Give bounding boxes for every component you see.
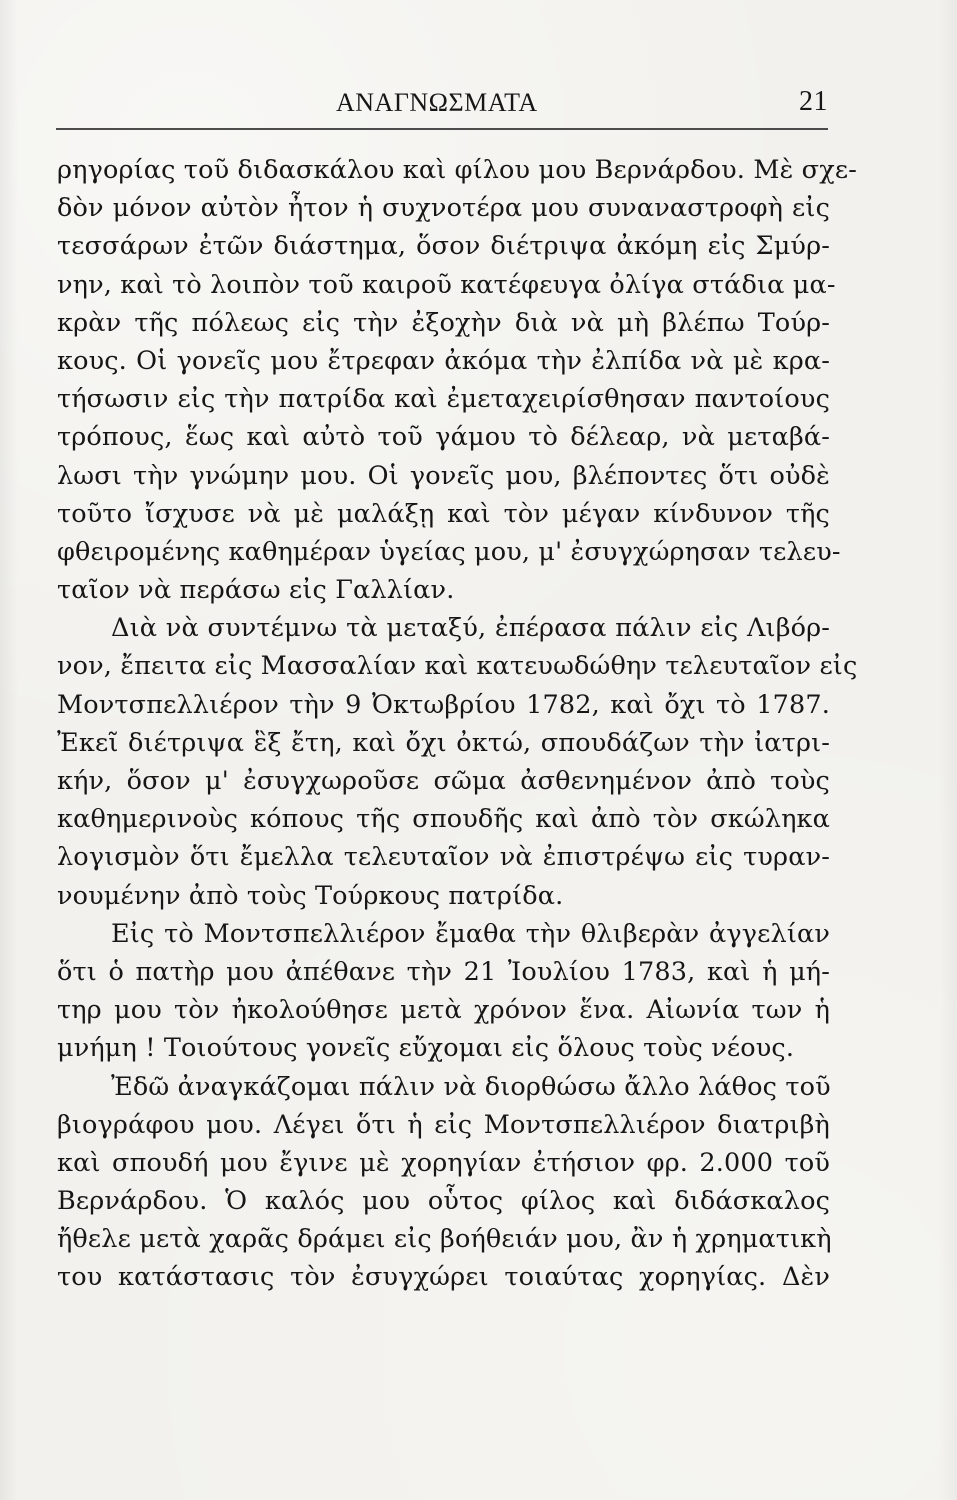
paper-edge-left [0, 0, 18, 1500]
text-line: καθημερινοὺς κόπους τῆς σπουδῆς καὶ ἀπὸ τὸν σκώληκα [57, 804, 830, 835]
text-line: κους. Οἱ γονεῖς μου ἔτρεφαν ἀκόμα τὴν ἐλπίδα νὰ μὲ κρα- [57, 345, 830, 376]
text-line: τήσωσιν εἰς τὴν πατρίδα καὶ ἐμεταχειρίσθησαν παντοίους [57, 384, 830, 415]
text-line: ταῖον νὰ περάσω εἰς Γαλλίαν. [57, 575, 455, 606]
text-line: βιογράφου μου. Λέγει ὅτι ἡ εἰς Μοντσπελλιέρον διατριβὴ [57, 1109, 830, 1140]
text-line: Ἐδῶ ἀναγκάζομαι πάλιν νὰ διορθώσω ἄλλο λάθος τοῦ [111, 1071, 831, 1102]
header-rule [56, 128, 828, 130]
text-line: ρηγορίας τοῦ διδασκάλου καὶ φίλου μου Βερνάρδου. Μὲ σχε- [57, 155, 857, 185]
text-line: λωσι τὴν γνώμην μου. Οἱ γονεῖς μου, βλέποντες ὅτι οὐδὲ [57, 460, 830, 491]
text-line: του κατάστασις τὸν ἐσυγχώρει τοιαύτας χορηγίας. Δὲν [57, 1262, 830, 1293]
text-line: δὸν μόνον αὐτὸν ἦτον ἡ συχνοτέρα μου συναναστροφὴ εἰς [57, 193, 830, 224]
text-line: νον, ἔπειτα εἰς Μασσαλίαν καὶ κατευωδώθην τελευταῖον εἰς [57, 651, 858, 682]
paper-edge-right [939, 0, 957, 1500]
body-text [57, 151, 858, 1297]
text-line: κρὰν τῆς πόλεως εἰς τὴν ἐξοχὴν διὰ νὰ μὴ βλέπω Τούρ- [57, 307, 830, 338]
page-header [56, 68, 828, 130]
text-line: νην, καὶ τὸ λοιπὸν τοῦ καιροῦ κατέφευγα ὀλίγα στάδια μα- [57, 269, 836, 300]
text-line: μνήμη ! Τοιούτους γονεῖς εὔχομαι εἰς ὅλους τοὺς νέους. [57, 1033, 795, 1064]
text-line: φθειρομένης καθημέραν ὑγείας μου, μ' ἐσυγχώρησαν τελευ- [57, 536, 841, 567]
text-line: Ἐκεῖ διέτριψα ἓξ ἔτη, καὶ ὄχι ὀκτώ, σπουδάζων τὴν ἰατρι- [57, 727, 830, 758]
running-title: ΑΝΑΓΝΩΣΜΑΤΑ [336, 88, 538, 117]
text-line: ὅτι ὁ πατὴρ μου ἀπέθανε τὴν 21 Ἰουλίου 1783, καὶ ἡ μή- [57, 956, 830, 987]
text-line: νουμένην ἀπὸ τοὺς Τούρκους πατρίδα. [57, 880, 564, 911]
text-line: τρόπους, ἕως καὶ αὐτὸ τοῦ γάμου τὸ δέλεαρ, νὰ μεταβά- [57, 422, 830, 453]
text-line: τηρ μου τὸν ἠκολούθησε μετὰ χρόνον ἕνα. Αἰωνία των ἡ [57, 995, 830, 1026]
text-line: ἤθελε μετὰ χαρᾶς δράμει εἰς βοήθειάν μου, ἂν ἡ χρηματικὴ [57, 1224, 832, 1255]
page-number: 21 [799, 86, 828, 117]
text-line: κήν, ὅσον μ' ἐσυγχωροῦσε σῶμα ἀσθενημένον ἀπὸ τοὺς [57, 766, 830, 796]
text-line: Βερνάρδου. Ὁ καλός μου οὗτος φίλος καὶ διδάσκαλος [57, 1186, 830, 1217]
text-line: Εἰς τὸ Μοντσπελλιέρον ἔμαθα τὴν θλιβερὰν ἀγγελίαν [111, 918, 830, 949]
text-line: Μοντσπελλιέρον τὴν 9 Ὀκτωβρίου 1782, καὶ ὄχι τὸ 1787. [57, 689, 830, 720]
text-line: Διὰ νὰ συντέμνω τὰ μεταξύ, ἐπέρασα πάλιν εἰς Λιβόρ- [111, 613, 830, 644]
text-line: τεσσάρων ἐτῶν διάστημα, ὅσον διέτριψα ἀκόμη εἰς Σμύρ- [57, 231, 830, 262]
text-line: τοῦτο ἴσχυσε νὰ μὲ μαλάξῃ καὶ τὸν μέγαν κίνδυνον τῆς [57, 498, 830, 529]
text-line: καὶ σπουδή μου ἔγινε μὲ χορηγίαν ἐτήσιον φρ. 2.000 τοῦ [57, 1147, 830, 1178]
text-line: λογισμὸν ὅτι ἔμελλα τελευταῖον νὰ ἐπιστρέψω εἰς τυραν- [57, 842, 830, 873]
